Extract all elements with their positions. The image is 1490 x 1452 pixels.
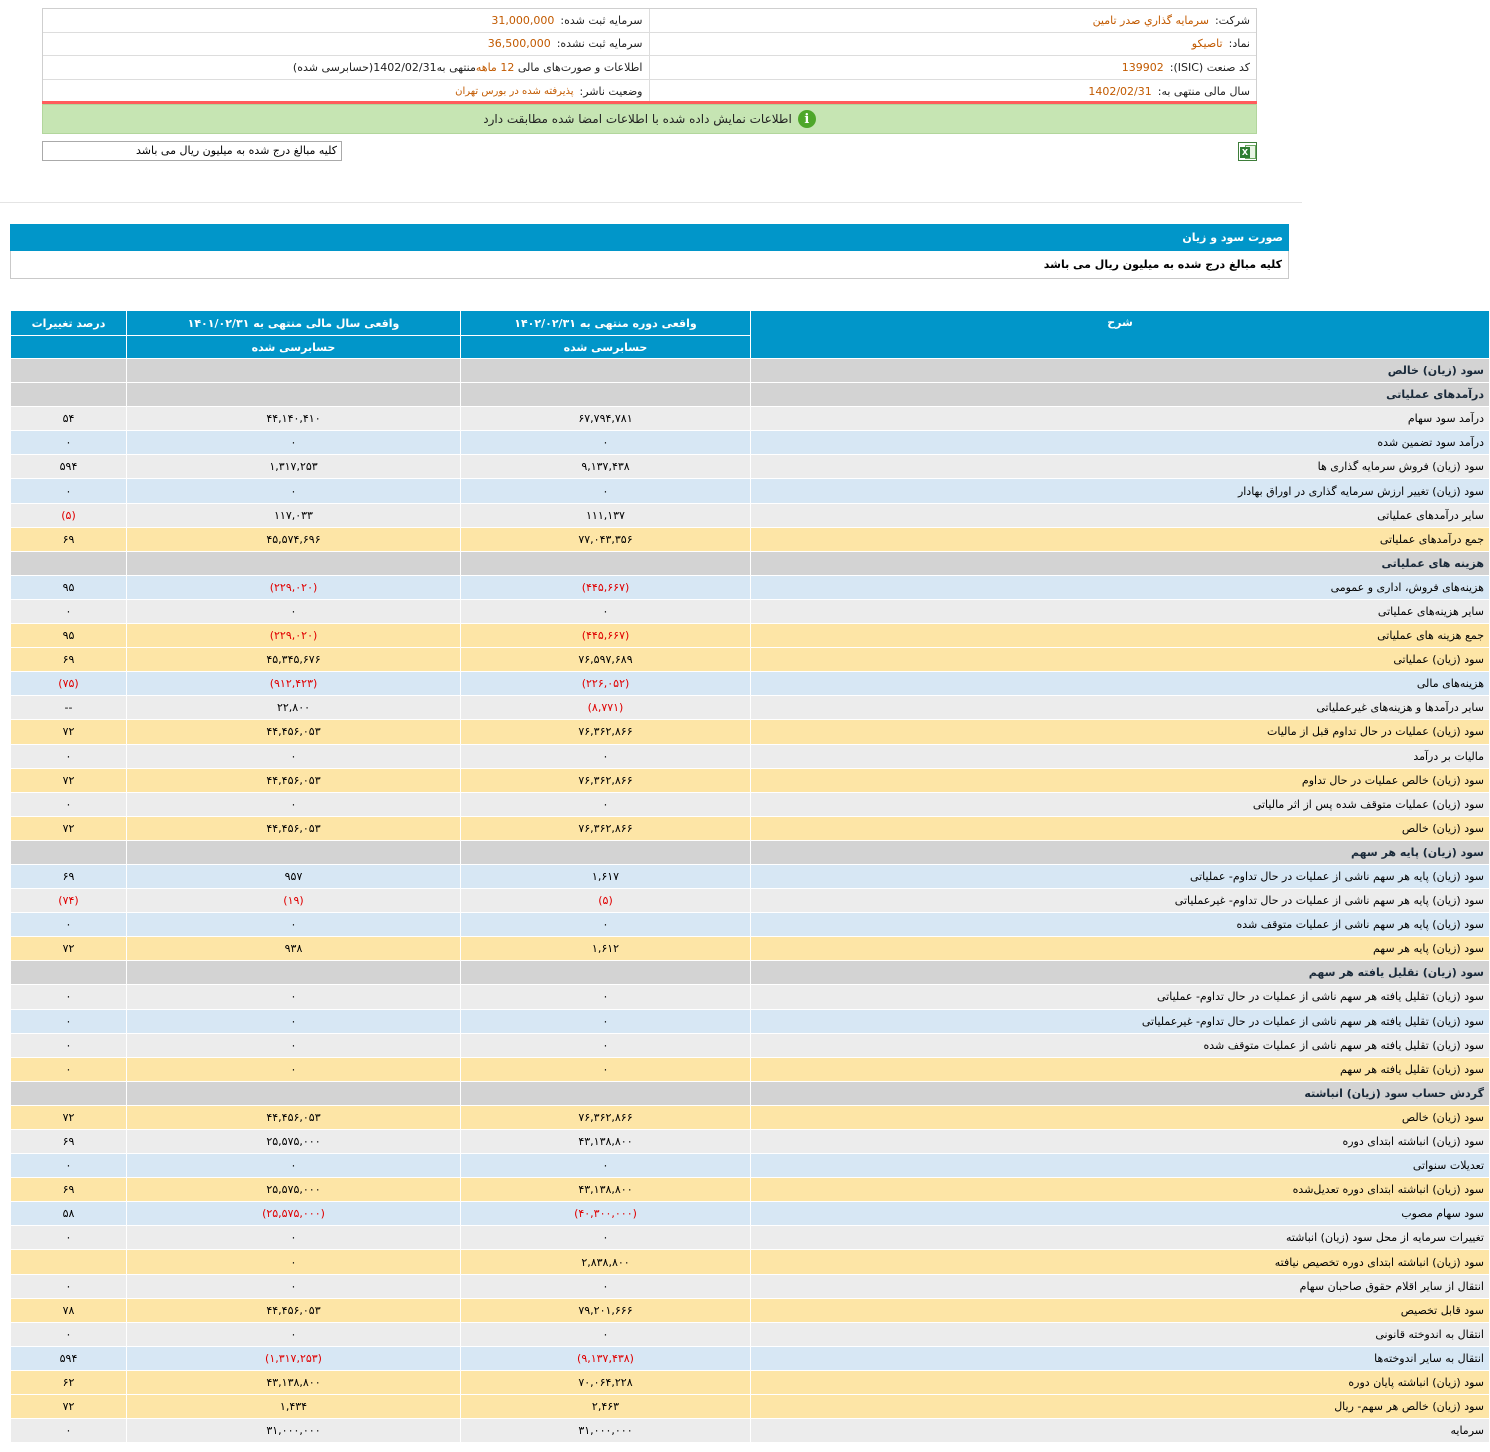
table-row bbox=[11, 816, 1490, 840]
row-current-value: (۴۰,۳۰۰,۰۰۰) bbox=[461, 1202, 751, 1226]
row-previous-value: ۰ bbox=[127, 792, 461, 816]
statements-text-pre: اطلاعات و صورت‌های مالی bbox=[517, 60, 643, 74]
table-row bbox=[11, 1178, 1490, 1202]
table-section-row bbox=[11, 1081, 1490, 1105]
registered-capital-cell bbox=[43, 9, 650, 32]
row-description: سود سهام مصوب bbox=[751, 1202, 1490, 1226]
table-row bbox=[11, 1274, 1490, 1298]
row-description: سایر درآمدهای عملیاتی bbox=[751, 503, 1490, 527]
header-previous-audit-status: حسابرسی شده bbox=[127, 336, 461, 359]
row-description: سود (زیان) عملیاتی bbox=[751, 648, 1490, 672]
row-current-value: ۴۳,۱۳۸,۸۰۰ bbox=[461, 1130, 751, 1154]
row-previous-value: ۴۴,۴۵۶,۰۵۳ bbox=[127, 1105, 461, 1129]
table-row bbox=[11, 1033, 1490, 1057]
table-row bbox=[11, 696, 1490, 720]
table-row bbox=[11, 672, 1490, 696]
row-change-percent: ۵۸ bbox=[11, 1202, 127, 1226]
table-row bbox=[11, 744, 1490, 768]
row-change-percent: -- bbox=[11, 696, 127, 720]
row-change-percent: ۵۹۴ bbox=[11, 455, 127, 479]
publisher-status-value: پذیرفته شده در بورس تهران bbox=[455, 85, 574, 97]
row-previous-value: ۴۵,۵۷۴,۶۹۶ bbox=[127, 527, 461, 551]
row-current-value bbox=[461, 1081, 751, 1105]
publisher-status-label: وضعیت ناشر: bbox=[579, 84, 643, 98]
row-current-value: ۰ bbox=[461, 479, 751, 503]
row-change-percent: ۶۹ bbox=[11, 1130, 127, 1154]
row-description: سود (زیان) عملیات متوقف شده پس از اثر مالیاتی bbox=[751, 792, 1490, 816]
row-current-value: ۷۶,۳۶۲,۸۶۶ bbox=[461, 816, 751, 840]
row-change-percent: ۷۲ bbox=[11, 768, 127, 792]
row-change-percent: ۷۲ bbox=[11, 816, 127, 840]
table-row bbox=[11, 1322, 1490, 1346]
table-row bbox=[11, 985, 1490, 1009]
row-previous-value: (۲۵,۵۷۵,۰۰۰) bbox=[127, 1202, 461, 1226]
row-current-value: ۰ bbox=[461, 1057, 751, 1081]
table-row bbox=[11, 1130, 1490, 1154]
row-description: جمع درآمدهای عملیاتی bbox=[751, 527, 1490, 551]
table-section-row bbox=[11, 840, 1490, 864]
row-previous-value: ۰ bbox=[127, 1274, 461, 1298]
row-previous-value: ۰ bbox=[127, 431, 461, 455]
table-row bbox=[11, 624, 1490, 648]
row-current-value: ۹,۱۳۷,۴۳۸ bbox=[461, 455, 751, 479]
row-previous-value: ۰ bbox=[127, 985, 461, 1009]
row-description: سایر درآمدها و هزینه‌های غیرعملیاتی bbox=[751, 696, 1490, 720]
row-description: درآمد سود سهام bbox=[751, 407, 1490, 431]
symbol-label: نماد: bbox=[1228, 37, 1250, 51]
row-previous-value bbox=[127, 961, 461, 985]
row-current-value: ۳۱,۰۰۰,۰۰۰ bbox=[461, 1419, 751, 1443]
row-previous-value bbox=[127, 551, 461, 575]
table-row bbox=[11, 1346, 1490, 1370]
row-description: سود (زیان) تقلیل یافته هر سهم bbox=[751, 1057, 1490, 1081]
table-section-row bbox=[11, 359, 1490, 383]
row-change-percent: ۰ bbox=[11, 1419, 127, 1443]
row-change-percent: (۵) bbox=[11, 503, 127, 527]
row-previous-value: ۲۵,۵۷۵,۰۰۰ bbox=[127, 1178, 461, 1202]
header-change-percent: درصد تغییرات bbox=[11, 311, 127, 336]
table-row bbox=[11, 1105, 1490, 1129]
row-change-percent: ۰ bbox=[11, 1226, 127, 1250]
row-change-percent: ۷۲ bbox=[11, 720, 127, 744]
row-change-percent: ۰ bbox=[11, 1009, 127, 1033]
row-change-percent: (۷۴) bbox=[11, 889, 127, 913]
row-description: تغییرات سرمایه از محل سود (زیان) انباشته bbox=[751, 1226, 1490, 1250]
isic-value: 139902 bbox=[1121, 60, 1164, 74]
row-current-value: (۴۴۵,۶۶۷) bbox=[461, 624, 751, 648]
table-row bbox=[11, 503, 1490, 527]
row-change-percent: ۰ bbox=[11, 744, 127, 768]
row-change-percent: ۷۲ bbox=[11, 1395, 127, 1419]
row-description: سود (زیان) انباشته ابتدای دوره تعدیل‌شده bbox=[751, 1178, 1490, 1202]
table-row bbox=[11, 1250, 1490, 1274]
unregistered-capital-cell bbox=[43, 33, 650, 56]
row-description: هزینه های عملیاتی bbox=[751, 551, 1490, 575]
table-row bbox=[11, 1202, 1490, 1226]
row-change-percent: ۰ bbox=[11, 1057, 127, 1081]
row-description: انتقال به اندوخته قانونی bbox=[751, 1322, 1490, 1346]
row-current-value: ۷۷,۰۴۳,۳۵۶ bbox=[461, 527, 751, 551]
row-current-value: ۲,۴۶۳ bbox=[461, 1395, 751, 1419]
registered-capital-label: سرمایه ثبت شده: bbox=[560, 13, 643, 27]
info-icon: i bbox=[798, 110, 816, 128]
row-previous-value: ۲۵,۵۷۵,۰۰۰ bbox=[127, 1130, 461, 1154]
info-row-company bbox=[43, 9, 1256, 33]
row-current-value: ۰ bbox=[461, 792, 751, 816]
row-previous-value: ۴۳,۱۳۸,۸۰۰ bbox=[127, 1370, 461, 1394]
row-description: سود (زیان) خالص هر سهم- ریال bbox=[751, 1395, 1490, 1419]
row-current-value: ۰ bbox=[461, 599, 751, 623]
row-current-value: ۴۳,۱۳۸,۸۰۰ bbox=[461, 1178, 751, 1202]
row-current-value: ۷۶,۵۹۷,۶۸۹ bbox=[461, 648, 751, 672]
info-row-isic bbox=[43, 56, 1256, 80]
row-description: درآمد سود تضمین شده bbox=[751, 431, 1490, 455]
row-current-value: ۲,۸۳۸,۸۰۰ bbox=[461, 1250, 751, 1274]
row-change-percent: ۰ bbox=[11, 599, 127, 623]
row-change-percent: (۷۵) bbox=[11, 672, 127, 696]
row-description: درآمدهای عملیاتی bbox=[751, 383, 1490, 407]
row-previous-value: ۹۳۸ bbox=[127, 937, 461, 961]
row-current-value: (۵) bbox=[461, 889, 751, 913]
row-description: سود (زیان) پایه هر سهم bbox=[751, 937, 1490, 961]
publisher-status-cell bbox=[43, 80, 650, 104]
amount-unit-note: کلیه مبالغ درج شده به میلیون ریال می باشد bbox=[42, 141, 342, 161]
row-previous-value: ۱,۳۱۷,۲۵۳ bbox=[127, 455, 461, 479]
row-previous-value: ۱۱۷,۰۳۳ bbox=[127, 503, 461, 527]
row-current-value: ۱,۶۱۲ bbox=[461, 937, 751, 961]
row-current-value: ۱,۶۱۷ bbox=[461, 864, 751, 888]
row-description: سود (زیان) خالص bbox=[751, 359, 1490, 383]
table-row bbox=[11, 1370, 1490, 1394]
row-current-value bbox=[461, 840, 751, 864]
row-change-percent: ۷۲ bbox=[11, 937, 127, 961]
row-current-value: ۷۶,۳۶۲,۸۶۶ bbox=[461, 768, 751, 792]
table-row bbox=[11, 599, 1490, 623]
row-current-value: ۰ bbox=[461, 1322, 751, 1346]
fiscal-year-cell bbox=[650, 80, 1257, 104]
excel-x-mark: X bbox=[1241, 148, 1249, 157]
row-current-value bbox=[461, 961, 751, 985]
row-description: سود (زیان) تقلیل یافته هر سهم ناشی از عملیات متوقف شده bbox=[751, 1033, 1490, 1057]
table-section-row bbox=[11, 551, 1490, 575]
table-row bbox=[11, 792, 1490, 816]
row-change-percent: ۰ bbox=[11, 431, 127, 455]
row-description: سود (زیان) انباشته ابتدای دوره تخصیص نیافته bbox=[751, 1250, 1490, 1274]
row-change-percent: ۰ bbox=[11, 1033, 127, 1057]
statements-cell bbox=[43, 56, 650, 79]
row-current-value: ۷۹,۲۰۱,۶۶۶ bbox=[461, 1298, 751, 1322]
header-change-empty bbox=[11, 336, 127, 359]
row-current-value: (۹,۱۳۷,۴۳۸) bbox=[461, 1346, 751, 1370]
row-previous-value: ۰ bbox=[127, 1033, 461, 1057]
row-description: سود (زیان) انباشته ابتدای دوره bbox=[751, 1130, 1490, 1154]
row-description: جمع هزینه های عملیاتی bbox=[751, 624, 1490, 648]
row-change-percent bbox=[11, 383, 127, 407]
row-current-value bbox=[461, 551, 751, 575]
statements-text-mid: منتهی به bbox=[436, 60, 476, 74]
row-change-percent: ۰ bbox=[11, 792, 127, 816]
row-current-value: ۷۶,۳۶۲,۸۶۶ bbox=[461, 720, 751, 744]
row-change-percent: ۰ bbox=[11, 479, 127, 503]
row-current-value: (۴۴۵,۶۶۷) bbox=[461, 575, 751, 599]
table-row bbox=[11, 1226, 1490, 1250]
row-description: سود (زیان) انباشته پایان دوره bbox=[751, 1370, 1490, 1394]
row-previous-value: ۰ bbox=[127, 1226, 461, 1250]
row-change-percent bbox=[11, 840, 127, 864]
table-row bbox=[11, 455, 1490, 479]
company-cell bbox=[650, 9, 1257, 32]
row-change-percent: ۷۲ bbox=[11, 1105, 127, 1129]
statements-audit-status: (حسابرسی شده) bbox=[292, 60, 374, 74]
row-description: مالیات بر درآمد bbox=[751, 744, 1490, 768]
row-change-percent bbox=[11, 359, 127, 383]
row-change-percent: ۶۹ bbox=[11, 1178, 127, 1202]
row-previous-value: ۰ bbox=[127, 479, 461, 503]
row-previous-value: ۰ bbox=[127, 1057, 461, 1081]
row-change-percent bbox=[11, 1081, 127, 1105]
table-row bbox=[11, 937, 1490, 961]
row-previous-value: (۹۱۲,۴۲۳) bbox=[127, 672, 461, 696]
row-current-value: ۰ bbox=[461, 985, 751, 1009]
company-label: شرکت: bbox=[1214, 13, 1250, 27]
row-change-percent: ۶۹ bbox=[11, 648, 127, 672]
registered-capital-value: 31,000,000 bbox=[491, 13, 555, 27]
row-current-value: ۰ bbox=[461, 1226, 751, 1250]
table-row bbox=[11, 431, 1490, 455]
table-row bbox=[11, 889, 1490, 913]
row-current-value bbox=[461, 359, 751, 383]
row-previous-value: ۰ bbox=[127, 599, 461, 623]
table-row bbox=[11, 1009, 1490, 1033]
row-previous-value: (۱۹) bbox=[127, 889, 461, 913]
row-description: سود (زیان) فروش سرمایه گذاری ها bbox=[751, 455, 1490, 479]
row-change-percent: ۶۹ bbox=[11, 864, 127, 888]
row-change-percent: ۰ bbox=[11, 985, 127, 1009]
table-body bbox=[11, 359, 1490, 1443]
row-previous-value bbox=[127, 383, 461, 407]
row-current-value: ۶۷,۷۹۴,۷۸۱ bbox=[461, 407, 751, 431]
row-previous-value: ۰ bbox=[127, 1322, 461, 1346]
row-change-percent: ۶۲ bbox=[11, 1370, 127, 1394]
row-current-value: ۰ bbox=[461, 1274, 751, 1298]
row-previous-value: ۱,۴۳۴ bbox=[127, 1395, 461, 1419]
row-previous-value: ۴۴,۱۴۰,۴۱۰ bbox=[127, 407, 461, 431]
row-change-percent: ۵۹۴ bbox=[11, 1346, 127, 1370]
row-description: هزینه‌های فروش، اداری و عمومی bbox=[751, 575, 1490, 599]
row-current-value: ۰ bbox=[461, 1009, 751, 1033]
symbol-cell bbox=[650, 33, 1257, 56]
signature-match-banner bbox=[42, 104, 1257, 134]
row-previous-value bbox=[127, 1081, 461, 1105]
row-description: سود (زیان) پایه هر سهم ناشی از عملیات متوقف شده bbox=[751, 913, 1490, 937]
row-current-value: ۱۱۱,۱۳۷ bbox=[461, 503, 751, 527]
row-previous-value bbox=[127, 840, 461, 864]
row-current-value: ۷۰,۰۶۴,۲۲۸ bbox=[461, 1370, 751, 1394]
excel-export-icon[interactable] bbox=[1238, 142, 1257, 161]
row-previous-value: ۴۵,۳۴۵,۶۷۶ bbox=[127, 648, 461, 672]
row-previous-value: ۴۴,۴۵۶,۰۵۳ bbox=[127, 720, 461, 744]
table-row bbox=[11, 648, 1490, 672]
table-row bbox=[11, 913, 1490, 937]
row-description: سود (زیان) عملیات در حال تداوم قبل از مالیات bbox=[751, 720, 1490, 744]
row-description: هزینه‌های مالی bbox=[751, 672, 1490, 696]
row-description: سود (زیان) پایه هر سهم ناشی از عملیات در حال تداوم- عملیاتی bbox=[751, 864, 1490, 888]
row-current-value: (۲۲۶,۰۵۲) bbox=[461, 672, 751, 696]
row-description: تعدیلات سنواتی bbox=[751, 1154, 1490, 1178]
row-description: سود (زیان) پایه هر سهم bbox=[751, 840, 1490, 864]
row-previous-value: ۰ bbox=[127, 744, 461, 768]
row-previous-value: (۲۲۹,۰۲۰) bbox=[127, 575, 461, 599]
income-statement-table bbox=[10, 310, 1490, 1443]
header-current-period: واقعی دوره منتهی به ۱۴۰۲/۰۲/۳۱ bbox=[461, 311, 751, 336]
row-previous-value: ۹۵۷ bbox=[127, 864, 461, 888]
row-previous-value: ۰ bbox=[127, 1250, 461, 1274]
row-current-value: ۰ bbox=[461, 913, 751, 937]
statements-date: 1402/02/31 bbox=[373, 60, 437, 74]
isic-label: کد صنعت (ISIC): bbox=[1169, 60, 1250, 74]
table-row bbox=[11, 479, 1490, 503]
fiscal-year-label: سال مالی منتهی به: bbox=[1157, 84, 1250, 98]
row-change-percent: ۶۹ bbox=[11, 527, 127, 551]
row-previous-value: ۰ bbox=[127, 913, 461, 937]
unregistered-capital-label: سرمایه ثبت نشده: bbox=[556, 37, 643, 51]
row-current-value bbox=[461, 383, 751, 407]
row-change-percent: ۰ bbox=[11, 913, 127, 937]
signature-match-text: اطلاعات نمایش داده شده با اطلاعات امضا شده مطابقت دارد bbox=[483, 112, 792, 126]
header-current-audit-status: حسابرسی شده bbox=[461, 336, 751, 359]
row-description: سود (زیان) خالص bbox=[751, 816, 1490, 840]
header-previous-year: واقعی سال مالی منتهی به ۱۴۰۱/۰۲/۳۱ bbox=[127, 311, 461, 336]
table-row bbox=[11, 1419, 1490, 1443]
table-section-row bbox=[11, 961, 1490, 985]
row-change-percent: ۰ bbox=[11, 1154, 127, 1178]
table-row bbox=[11, 575, 1490, 599]
row-description: سود (زیان) خالص عملیات در حال تداوم bbox=[751, 768, 1490, 792]
info-row-fiscal-year bbox=[43, 80, 1256, 104]
section-title: صورت سود و زیان bbox=[10, 224, 1289, 251]
row-previous-value: ۳۱,۰۰۰,۰۰۰ bbox=[127, 1419, 461, 1443]
section-unit-note: کلیه مبالغ درج شده به میلیون ریال می باشد bbox=[10, 251, 1289, 279]
info-row-symbol bbox=[43, 33, 1256, 57]
row-description: انتقال به سایر اندوخته‌ها bbox=[751, 1346, 1490, 1370]
table-row bbox=[11, 527, 1490, 551]
row-description: سود (زیان) تقلیل یافته هر سهم ناشی از عملیات در حال تداوم- غیرعملیاتی bbox=[751, 1009, 1490, 1033]
header-description: شرح bbox=[751, 311, 1490, 359]
row-change-percent: ۹۵ bbox=[11, 624, 127, 648]
unregistered-capital-value: 36,500,000 bbox=[487, 37, 551, 51]
table-header bbox=[11, 311, 1490, 359]
table-row bbox=[11, 1057, 1490, 1081]
table-row bbox=[11, 1395, 1490, 1419]
row-change-percent bbox=[11, 1250, 127, 1274]
row-previous-value: ۴۴,۴۵۶,۰۵۳ bbox=[127, 768, 461, 792]
page-separator bbox=[0, 202, 1302, 203]
row-previous-value: (۲۲۹,۰۲۰) bbox=[127, 624, 461, 648]
company-info-box bbox=[42, 8, 1257, 104]
row-current-value: ۷۶,۳۶۲,۸۶۶ bbox=[461, 1105, 751, 1129]
row-description: سود (زیان) خالص bbox=[751, 1105, 1490, 1129]
table-row bbox=[11, 768, 1490, 792]
table-row bbox=[11, 1298, 1490, 1322]
row-previous-value: ۰ bbox=[127, 1009, 461, 1033]
row-change-percent bbox=[11, 961, 127, 985]
row-change-percent: ۹۵ bbox=[11, 575, 127, 599]
table-row bbox=[11, 407, 1490, 431]
table-section-row bbox=[11, 383, 1490, 407]
row-current-value: ۰ bbox=[461, 1033, 751, 1057]
row-description: سود (زیان) پایه هر سهم ناشی از عملیات در حال تداوم- غیرعملیاتی bbox=[751, 889, 1490, 913]
row-description: سایر هزینه‌های عملیاتی bbox=[751, 599, 1490, 623]
row-previous-value: ۴۴,۴۵۶,۰۵۳ bbox=[127, 816, 461, 840]
table-row bbox=[11, 720, 1490, 744]
row-current-value: ۰ bbox=[461, 744, 751, 768]
table-row bbox=[11, 864, 1490, 888]
row-change-percent: ۷۸ bbox=[11, 1298, 127, 1322]
row-previous-value bbox=[127, 359, 461, 383]
table-row bbox=[11, 1154, 1490, 1178]
isic-cell bbox=[650, 56, 1257, 79]
row-description: انتقال از سایر اقلام حقوق صاحبان سهام bbox=[751, 1274, 1490, 1298]
symbol-value: تاصیکو bbox=[1191, 37, 1223, 51]
fiscal-year-value: 1402/02/31 bbox=[1088, 84, 1152, 98]
row-description: سود (زیان) تقلیل یافته هر سهم bbox=[751, 961, 1490, 985]
statements-period: 12 ماهه bbox=[475, 60, 515, 74]
row-previous-value: ۴۴,۴۵۶,۰۵۳ bbox=[127, 1298, 461, 1322]
row-change-percent: ۵۴ bbox=[11, 407, 127, 431]
row-change-percent bbox=[11, 551, 127, 575]
row-description: سود قابل تخصیص bbox=[751, 1298, 1490, 1322]
row-current-value: ۰ bbox=[461, 431, 751, 455]
row-previous-value: ۰ bbox=[127, 1154, 461, 1178]
row-previous-value: ۲۲,۸۰۰ bbox=[127, 696, 461, 720]
row-description: سرمایه bbox=[751, 1419, 1490, 1443]
row-change-percent: ۰ bbox=[11, 1274, 127, 1298]
row-description: سود (زیان) تقلیل یافته هر سهم ناشی از عملیات در حال تداوم- عملیاتی bbox=[751, 985, 1490, 1009]
company-name: سرمايه گذاري صدر تامين bbox=[1092, 13, 1209, 27]
row-current-value: (۸,۷۷۱) bbox=[461, 696, 751, 720]
row-previous-value: (۱,۳۱۷,۲۵۳) bbox=[127, 1346, 461, 1370]
row-description: سود (زیان) تغییر ارزش سرمایه گذاری در اوراق بهادار bbox=[751, 479, 1490, 503]
row-change-percent: ۰ bbox=[11, 1322, 127, 1346]
row-current-value: ۰ bbox=[461, 1154, 751, 1178]
row-description: گردش حساب سود (زیان) انباشته bbox=[751, 1081, 1490, 1105]
